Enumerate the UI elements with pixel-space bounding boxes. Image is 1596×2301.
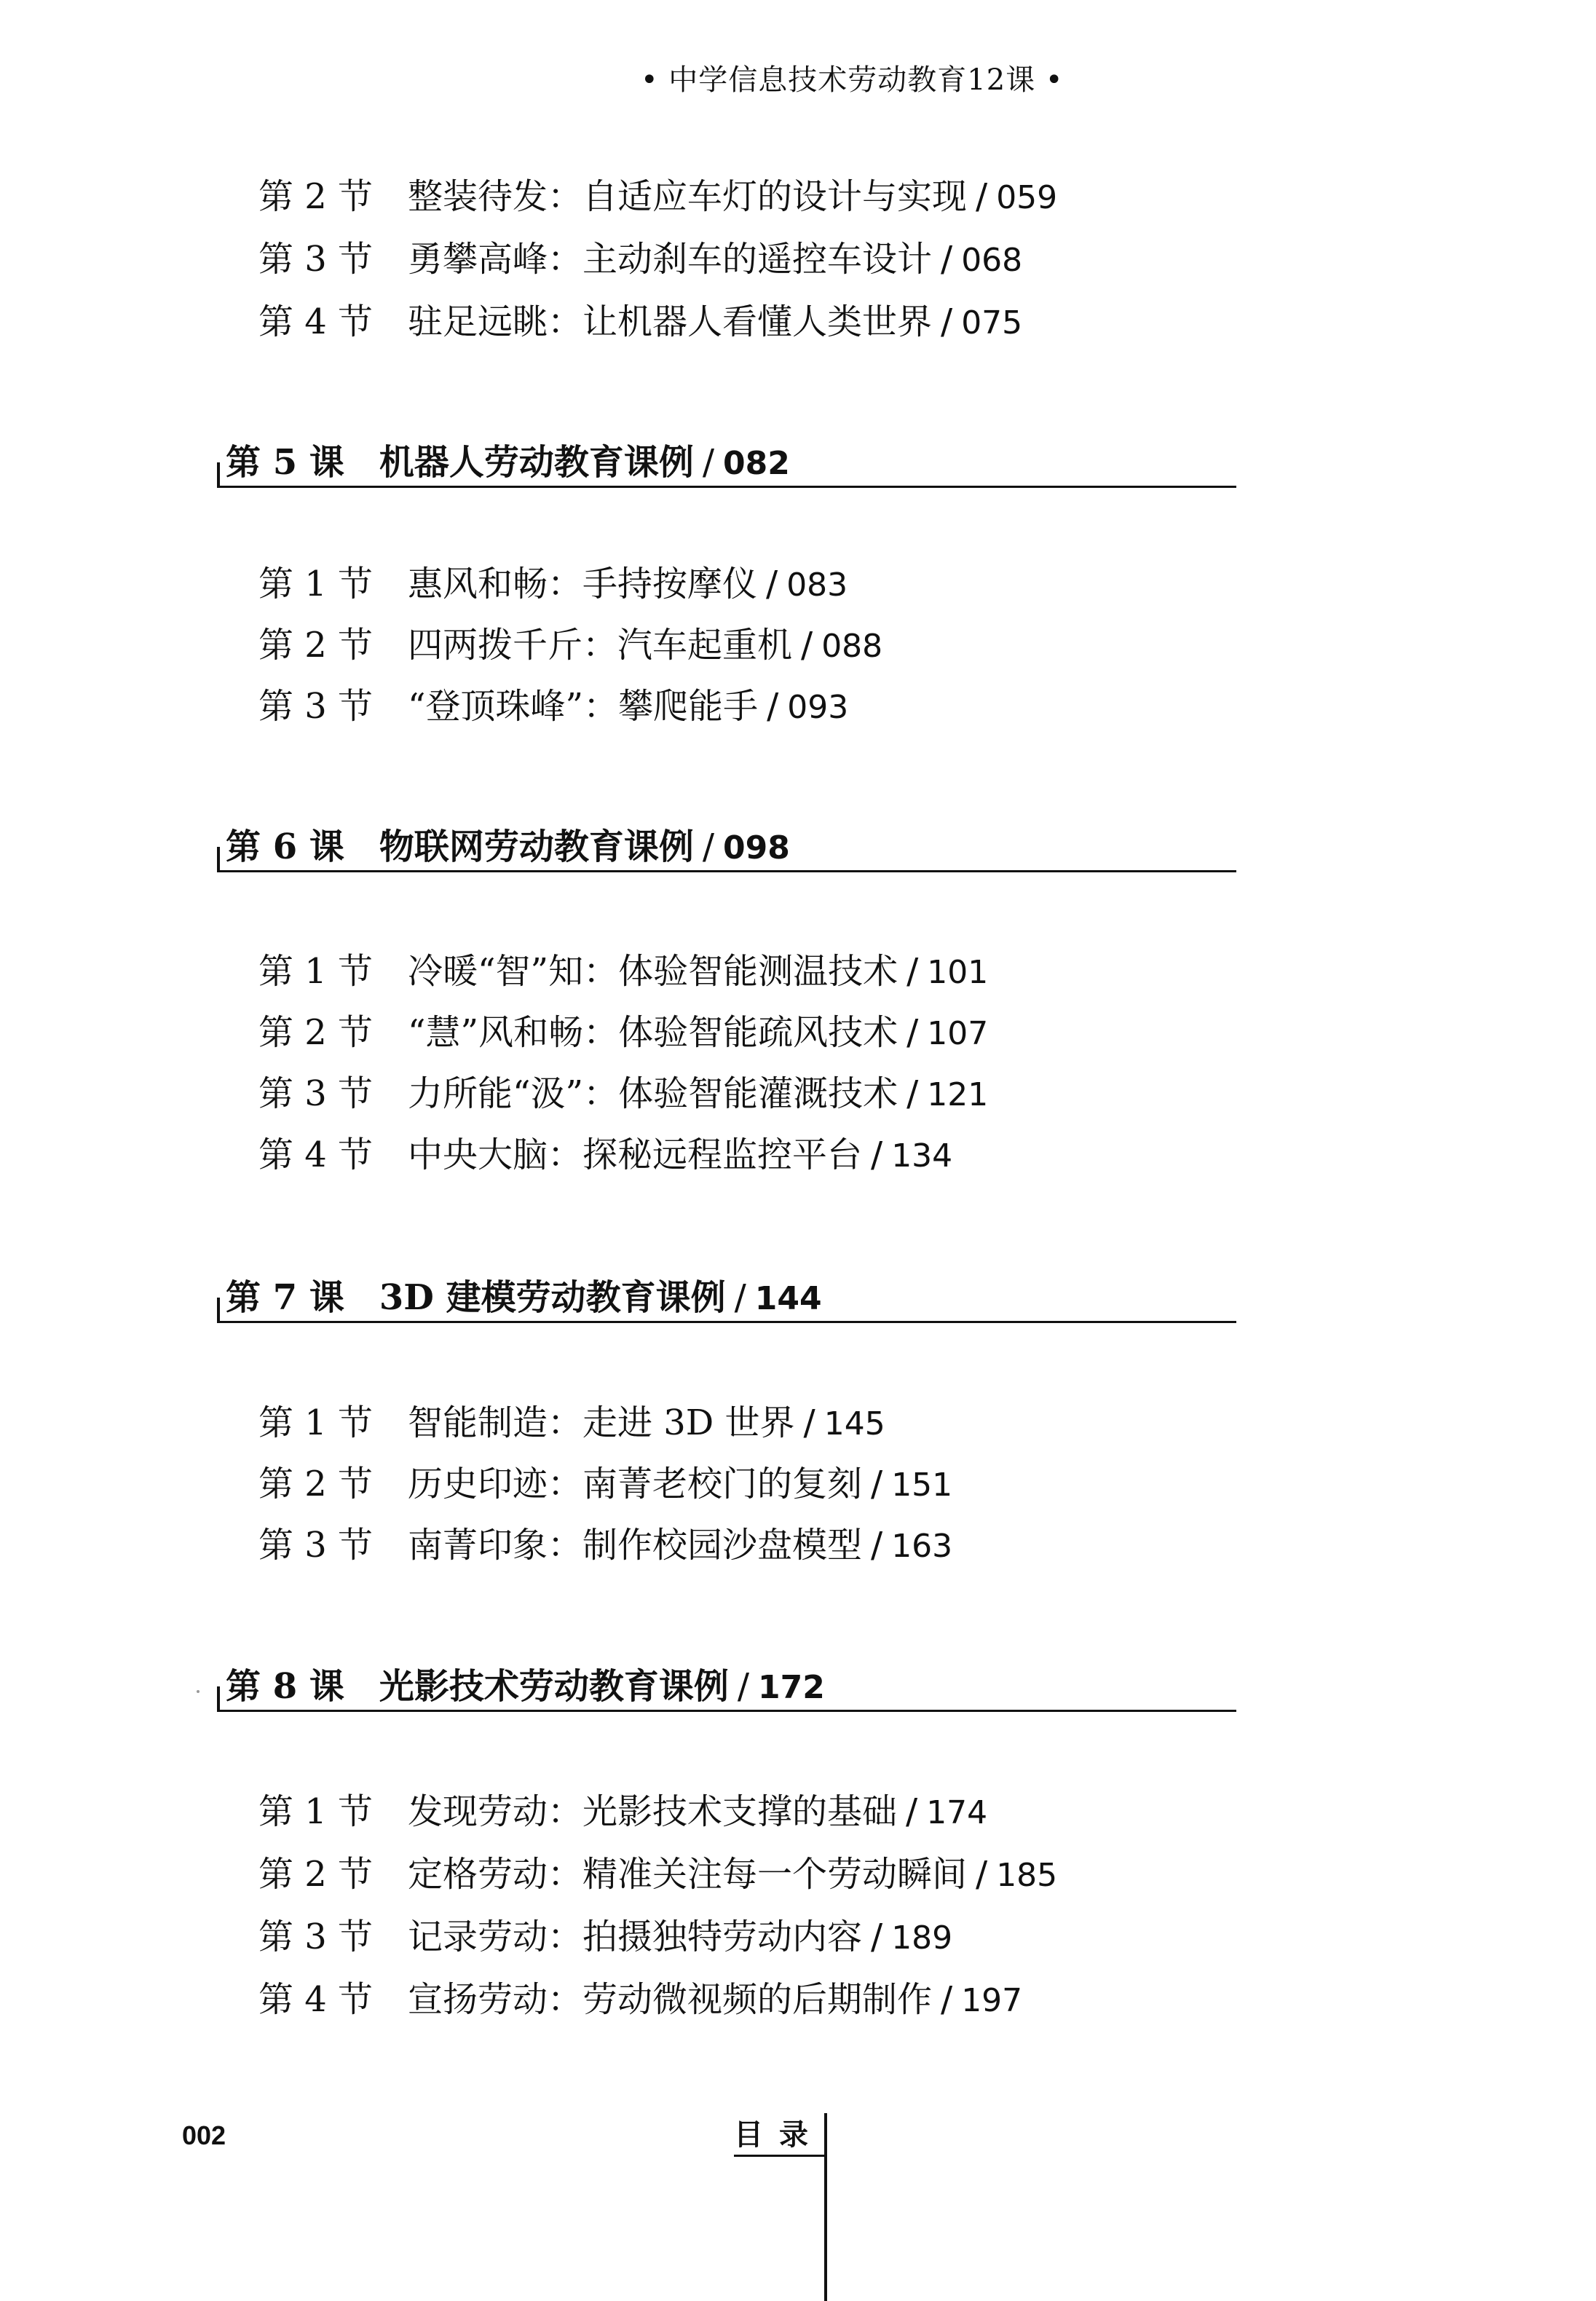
- lesson-title: 机器人劳动教育课例: [379, 442, 694, 483]
- section-title-line: [408, 1915, 952, 1960]
- separator: /: [906, 1073, 919, 1114]
- lesson-title: 物联网劳动教育课例: [379, 826, 694, 867]
- footer-page-number: 002: [182, 2120, 226, 2150]
- separator: /: [767, 686, 779, 727]
- section-page: 121: [927, 1076, 989, 1113]
- section-title: 记录劳动：拍摄独特劳动内容: [408, 1917, 863, 1957]
- section-title-line: [408, 684, 848, 730]
- section-page: 075: [961, 304, 1023, 342]
- section-title-line: [408, 623, 882, 668]
- section-title: 勇攀高峰：主动刹车的遥控车设计: [408, 239, 933, 280]
- lesson-underline: [217, 870, 1236, 872]
- section-number: 第 1 节: [258, 951, 374, 992]
- section-title-line: [408, 1133, 952, 1178]
- lesson-number: 第 5 课: [226, 442, 344, 483]
- separator: /: [871, 1525, 883, 1566]
- section-title: 智能制造：走进 3D 世界: [408, 1402, 795, 1443]
- section-title-line: [408, 300, 1022, 345]
- section-title: 整装待发：自适应车灯的设计与实现: [408, 176, 968, 217]
- lesson-page: 172: [758, 1669, 825, 1706]
- section-page: 163: [891, 1528, 953, 1565]
- section-number: 第 1 节: [258, 564, 374, 604]
- lesson-heading-text: [226, 825, 790, 869]
- section-title-line: [408, 175, 1057, 220]
- section-number: 第 3 节: [258, 1073, 374, 1114]
- section-number: 第 2 节: [258, 625, 374, 666]
- section-title: 发现劳动：光影技术支撑的基础: [408, 1791, 898, 1832]
- lesson-number: 第 7 课: [226, 1277, 344, 1318]
- separator: /: [737, 1666, 750, 1707]
- toc-lesson-heading[interactable]: [217, 1276, 1236, 1324]
- section-title: 南菁印象：制作校园沙盘模型: [408, 1525, 863, 1566]
- section-number: 第 3 节: [258, 1525, 374, 1566]
- lesson-page: 082: [723, 445, 790, 482]
- section-title-line: [408, 950, 988, 995]
- lesson-number: 第 8 课: [226, 1666, 344, 1707]
- lesson-title: 3D 建模劳动教育课例: [379, 1277, 726, 1318]
- separator: /: [976, 1854, 988, 1895]
- lesson-tick: [217, 462, 220, 487]
- section-title-line: [408, 237, 1022, 283]
- section-page: 107: [927, 1015, 989, 1052]
- section-title-line: [408, 562, 848, 607]
- section-number: 第 2 节: [258, 176, 374, 217]
- toc-lesson-heading[interactable]: [217, 825, 1236, 873]
- separator: /: [801, 625, 813, 666]
- section-number: 第 1 节: [258, 1791, 374, 1832]
- separator: /: [906, 1791, 918, 1832]
- separator: /: [702, 826, 715, 867]
- section-title-line: [408, 1523, 952, 1568]
- section-number: 第 1 节: [258, 1402, 374, 1443]
- separator: /: [906, 951, 919, 992]
- section-page: 174: [926, 1794, 988, 1831]
- separator: /: [766, 564, 778, 604]
- section-number: 第 2 节: [258, 1012, 374, 1053]
- section-title: 历史印迹：南菁老校门的复刻: [408, 1464, 863, 1504]
- scan-speck: [197, 1690, 200, 1693]
- separator: /: [976, 176, 988, 217]
- lesson-tick: [217, 847, 220, 872]
- lesson-heading-text: [226, 1276, 822, 1319]
- lesson-tick: [217, 1686, 220, 1711]
- toc-lesson-heading[interactable]: [217, 1665, 1236, 1713]
- separator: /: [871, 1917, 883, 1957]
- section-title: 定格劳动：精准关注每一个劳动瞬间: [408, 1854, 968, 1895]
- section-title: 四两拨千斤：汽车起重机: [408, 625, 793, 666]
- section-page: 145: [823, 1405, 885, 1442]
- section-page: 151: [891, 1467, 953, 1504]
- section-title: 惠风和畅：手持按摩仪: [408, 564, 758, 604]
- toc-lesson-heading[interactable]: [217, 441, 1236, 489]
- section-page: 088: [821, 628, 883, 665]
- lesson-tick: [217, 1298, 220, 1322]
- lesson-underline: [217, 486, 1236, 488]
- section-number: 第 4 节: [258, 1979, 374, 2020]
- section-page: 083: [786, 567, 848, 604]
- lesson-heading-text: [226, 441, 790, 484]
- separator: /: [702, 442, 715, 483]
- section-number: 第 3 节: [258, 239, 374, 280]
- section-page: 134: [891, 1137, 953, 1175]
- section-title-line: [408, 1462, 952, 1507]
- separator: /: [941, 239, 953, 280]
- section-title-line: [408, 1978, 1022, 2023]
- section-title: 宣扬劳动：劳动微视频的后期制作: [408, 1979, 933, 2020]
- lesson-underline: [217, 1321, 1236, 1323]
- lesson-heading-text: [226, 1665, 825, 1708]
- separator: /: [871, 1464, 883, 1504]
- section-page: 101: [927, 954, 989, 991]
- section-title: 驻足远眺：让机器人看懂人类世界: [408, 301, 933, 342]
- separator: /: [803, 1402, 815, 1443]
- section-page: 197: [961, 1982, 1023, 2019]
- lesson-underline: [217, 1710, 1236, 1712]
- section-page: 185: [996, 1857, 1058, 1894]
- section-number: 第 3 节: [258, 1917, 374, 1957]
- section-title-line: [408, 1401, 885, 1446]
- section-page: 093: [787, 689, 849, 726]
- section-number: 第 2 节: [258, 1854, 374, 1895]
- lesson-number: 第 6 课: [226, 826, 344, 867]
- section-number: 第 4 节: [258, 1134, 374, 1175]
- section-page: 059: [996, 179, 1058, 216]
- section-number: 第 4 节: [258, 301, 374, 342]
- section-page: 068: [961, 242, 1023, 279]
- footer-toc-label: 目录: [734, 2112, 824, 2157]
- lesson-page: 144: [754, 1280, 822, 1317]
- section-title: “慧”风和畅：体验智能疏风技术: [408, 1012, 898, 1053]
- section-title: 中央大脑：探秘远程监控平台: [408, 1134, 863, 1175]
- section-title: “登顶珠峰”：攀爬能手: [408, 686, 759, 727]
- separator: /: [941, 301, 953, 342]
- separator: /: [941, 1979, 953, 2020]
- separator: /: [871, 1134, 883, 1175]
- separator: /: [906, 1012, 919, 1053]
- section-title: 冷暖“智”知：体验智能测温技术: [408, 951, 898, 992]
- section-title-line: [408, 1072, 988, 1117]
- section-title-line: [408, 1852, 1057, 1898]
- section-page: 189: [891, 1919, 953, 1957]
- section-title: 力所能“汲”：体验智能灌溉技术: [408, 1073, 898, 1114]
- lesson-title: 光影技术劳动教育课例: [379, 1666, 729, 1707]
- running-header: • 中学信息技术劳动教育12课 •: [641, 63, 1064, 97]
- section-title-line: [408, 1790, 987, 1835]
- footer-vertical-rule: [824, 2113, 827, 2301]
- separator: /: [734, 1277, 746, 1318]
- section-number: 第 2 节: [258, 1464, 374, 1504]
- lesson-page: 098: [723, 829, 790, 867]
- section-title-line: [408, 1011, 988, 1056]
- section-number: 第 3 节: [258, 686, 374, 727]
